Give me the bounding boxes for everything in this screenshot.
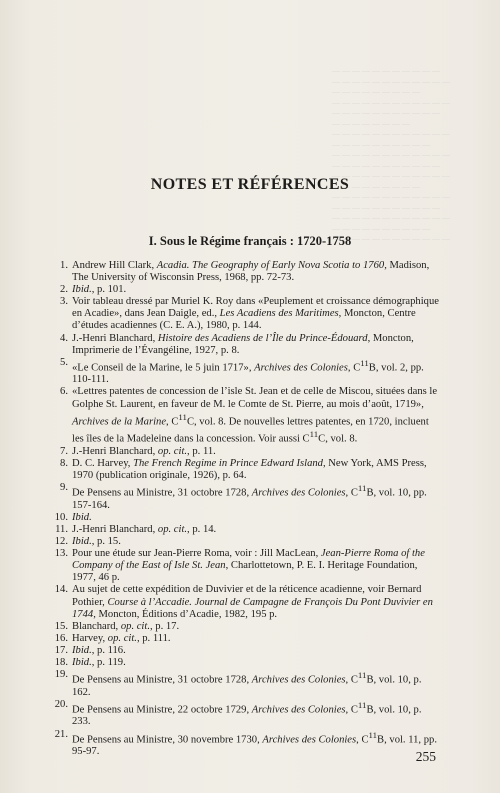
note-text: De Pensens au Ministre, 31 octobre 1728, Archives des Colonies, $C^{11}B$, vol. 10, p. 162. bbox=[72, 670, 422, 698]
note-number: 2. bbox=[60, 284, 68, 296]
note-number: 3. bbox=[60, 296, 68, 308]
note-text: D. C. Harvey, The French Regime in Prince Edward Island, New York, AMS Press, 1970 (publication originale, 1926), p. 64. bbox=[72, 458, 427, 482]
note-number: 1. bbox=[60, 260, 68, 271]
note-item bbox=[54, 536, 442, 548]
note-number: 7. bbox=[60, 445, 68, 457]
note-number: 9. bbox=[60, 482, 68, 494]
note-number: 16. bbox=[54, 632, 68, 644]
note-text: De Pensens au Ministre, 30 novembre 1730, Archives des Colonies, $C^{11}B$, vol. 11, pp. 95-97. bbox=[72, 729, 437, 758]
note-number: 10. bbox=[54, 511, 68, 523]
note-text: «Lettres patentes de concession de l’isle St. Jean et de celle de Miscou, situées dans le Golphe St. Laurent, en faveur de M. le Comte de St. Pierre, au mois d’août, 1719», Archives de la Marine, $C^{11}C$, vol. 8. De nouvelles lettres patentes, en 1720, incluent les îles de la Madeleine dans la concession. Voir aussi $C^{11}C$, vol. 8. bbox=[72, 386, 438, 445]
note-text: Blanchard, op. cit., p. 17. bbox=[72, 620, 180, 632]
note-number: 12. bbox=[54, 536, 68, 548]
note-item bbox=[60, 284, 442, 296]
note-item bbox=[60, 260, 442, 284]
note-number: 20. bbox=[54, 698, 68, 710]
note-item bbox=[54, 728, 442, 759]
note-text: Au sujet de cette expédition de Duvivier et de la réticence acadienne, voir Bernard Pothier, Course à l’Accadie. Journal de Campagne de François Du Pont Duvivier en 1744, Moncton, Éditions d’Acadie, 1982, 195 p. bbox=[72, 584, 433, 620]
note-text: Harvey, op. cit., p. 111. bbox=[72, 632, 171, 644]
note-item bbox=[60, 357, 442, 387]
note-number: 19. bbox=[54, 669, 68, 681]
note-number: 15. bbox=[54, 620, 68, 632]
note-item bbox=[54, 511, 442, 524]
note-text: Ibid., p. 15. bbox=[72, 536, 121, 548]
notes-list bbox=[54, 260, 442, 758]
note-item bbox=[60, 482, 442, 512]
note-text: Voir tableau dressé par Muriel K. Roy dans «Peuplement et croissance démographique en Acadie», dans Jean Daigle, ed., Les Acadiens des Maritimes, Moncton, Centre d’études acadiennes (C. E. A.), 1980, p. 144. bbox=[72, 296, 439, 332]
note-number: 13. bbox=[54, 548, 68, 560]
page-title: NOTES ET RÉFÉRENCES bbox=[150, 176, 350, 193]
note-item bbox=[54, 644, 442, 657]
note-number: 14. bbox=[54, 584, 68, 596]
note-item bbox=[60, 386, 442, 445]
note-number: 4. bbox=[60, 332, 68, 344]
note-item bbox=[54, 584, 442, 620]
note-number: 21. bbox=[54, 728, 68, 740]
note-text: Ibid., p. 116. bbox=[72, 644, 126, 656]
note-item bbox=[54, 698, 442, 729]
note-number: 5. bbox=[60, 356, 68, 368]
note-text: «Le Conseil de la Marine, le 5 juin 1717», Archives des Colonies, $C^{11}B$, vol. 2, pp. 110-111. bbox=[72, 357, 424, 386]
note-item bbox=[60, 333, 442, 357]
note-item bbox=[54, 632, 442, 645]
note-item bbox=[54, 657, 442, 669]
note-item bbox=[54, 548, 442, 584]
note-text: Andrew Hill Clark, Acadia. The Geography of Early Nova Scotia to 1760, Madison, The University of Wisconsin Press, 1968, pp. 72-73. bbox=[72, 260, 430, 284]
note-item bbox=[55, 524, 442, 536]
note-number: 8. bbox=[60, 458, 68, 469]
section-heading: I. Sous le Régime français : 1720-1758 bbox=[148, 234, 352, 248]
note-number: 17. bbox=[54, 644, 68, 656]
note-item bbox=[54, 669, 442, 699]
page-number: 255 bbox=[415, 749, 436, 764]
note-item bbox=[60, 296, 442, 332]
note-text: J.-Henri Blanchard, op. cit., p. 11. bbox=[72, 445, 216, 457]
note-text: J.-Henri Blanchard, op. cit., p. 14. bbox=[72, 524, 217, 535]
note-text: J.-Henri Blanchard, Histoire des Acadiens de l’Île du Prince-Édouard, Moncton, Imprimerie de l’Évangéline, 1927, p. 8. bbox=[72, 332, 414, 356]
note-item bbox=[60, 458, 442, 482]
note-text: Pour une étude sur Jean-Pierre Roma, voir : Jill MacLean, Jean-Pierre Roma of the Company of the East of Isle St. Jean, Charlottetown, P. E. I. Heritage Foundation, 1977, 46 p. bbox=[72, 548, 425, 584]
bleed-through-text: — — — — — — — — — — — — — — — — — — — — — — — — — — — — — — — — — — — — — — — — — — — — — — — — — — — — — — — — — — — — — — — — — — — — — — — — — — — — — — — — — — — — — — — — — — — — — — — — — — — — — — — — — — — — — — — — — — — — — — — — — — — — — — — — — — — — — — — — — — — — — — — — — — — — — — — — — — — — — — — — — — — — — — — — — — — — — — — — — — — — — — — — — — bbox=[332, 66, 450, 243]
note-text: Ibid., p. 101. bbox=[72, 284, 127, 296]
note-text: Ibid., p. 119. bbox=[72, 657, 126, 669]
note-text: Ibid. bbox=[72, 511, 92, 523]
note-text: De Pensens au Ministre, 22 octobre 1729, Archives des Colonies, $C^{11}B$, vol. 10, p. 233. bbox=[72, 699, 422, 728]
note-item bbox=[60, 446, 442, 458]
note-number: 11. bbox=[55, 524, 68, 535]
note-number: 18. bbox=[54, 657, 68, 669]
note-number: 6. bbox=[60, 386, 68, 398]
note-item bbox=[54, 620, 442, 633]
note-text: De Pensens au Ministre, 31 octobre 1728, Archives des Colonies, $C^{11}B$, vol. 10, pp. 157-164. bbox=[72, 483, 427, 511]
